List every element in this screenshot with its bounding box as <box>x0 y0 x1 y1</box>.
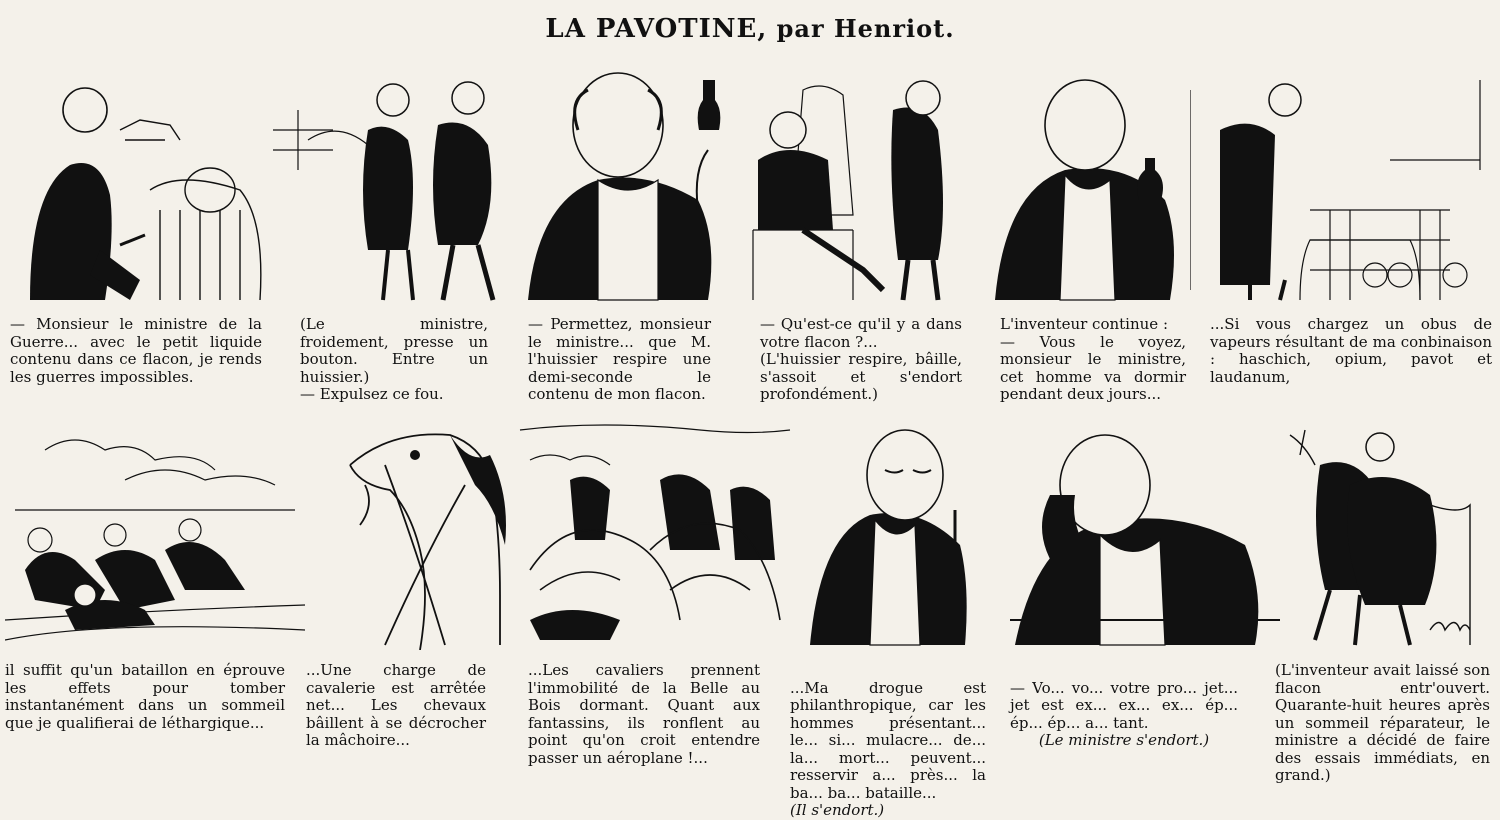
panel-1-illustration <box>10 70 285 305</box>
panel-8-caption: ...Une charge de cavalerie est arrêtée net... Les chevaux bâillent à se décrocher la mâchoire... <box>306 661 486 749</box>
panel-1-caption: — Monsieur le ministre de la Guerre... avec le petit liquide contenu dans ce flacon, je rends les guerres impossibles. <box>10 315 262 386</box>
panel-10-stage-direction: (Il s'endort.) <box>790 801 885 819</box>
panel-5-illustration <box>990 70 1190 305</box>
panel-11-caption <box>1010 662 1238 767</box>
panel-8-illustration <box>345 425 510 650</box>
panel-12-caption: (L'inventeur avait laissé son flacon entr'ouvert. Quarante-huit heures après un sommeil réparateur, le ministre a décidé de faire des essais immédiats, en grand.) <box>1275 661 1490 784</box>
panel-10-illustration <box>805 420 985 650</box>
panel-11-stage-direction: (Le ministre s'endort.) <box>1038 731 1210 749</box>
panel-2-illustration <box>268 70 518 305</box>
comic-byline: par Henriot. <box>776 14 955 43</box>
panel-4-illustration <box>733 70 983 305</box>
panel-11-illustration <box>1010 425 1280 650</box>
panel-7-illustration <box>5 420 305 650</box>
panel-3-caption: — Permettez, monsieur le ministre... que M. l'huissier respire une demi-seconde le contenu de mon flacon. <box>528 315 711 403</box>
panel-6-illustration <box>1190 70 1490 305</box>
panel-4-caption: — Qu'est-ce qu'il y a dans votre flacon ?... (L'huissier respire, bâille, s'assoit et s'endort profondément.) <box>760 315 962 403</box>
page-title <box>0 14 1500 44</box>
panel-7-caption: il suffit qu'un bataillon en éprouve les effets pour tomber instantanément dans un sommeil que je qualifierai de léthargique... <box>5 661 285 732</box>
panel-10-dialogue: ...Ma drogue est philanthropique, car les hommes présentant... le... si... mulacre... de... la... mort... peuvent... resservir a... près... la ba... ba... bataille... <box>790 678 986 802</box>
signature-mark <box>1430 623 1470 631</box>
panel-11-dialogue: — Vo... vo... votre pro... jet... jet est ex... ex... ex... ép... ép... ép... a... tant. <box>1010 678 1238 732</box>
panel-2-caption: (Le ministre, froidement, presse un bouton. Entre un huissier.) — Expulsez ce fou. <box>300 315 488 403</box>
panel-12-illustration <box>1280 425 1480 650</box>
panel-9-caption: ...Les cavaliers prennent l'immobilité de la Belle au Bois dormant. Quant aux fantassins, ils ronflent au point qu'on croit entendre passer un aéroplane !... <box>528 661 760 767</box>
panel-6-caption: ...Si vous chargez un obus de vapeurs résultant de ma conbinaison : haschich, opium, pavot et laudanum, <box>1210 315 1492 386</box>
panel-9-illustration <box>510 420 800 650</box>
panel-10-caption <box>790 662 986 820</box>
comic-title: LA PAVOTINE, <box>545 14 768 44</box>
panel-3-illustration <box>518 70 733 305</box>
panel-5-caption: L'inventeur continue : — Vous le voyez, monsieur le ministre, cet homme va dormir pendant deux jours... <box>1000 315 1186 403</box>
